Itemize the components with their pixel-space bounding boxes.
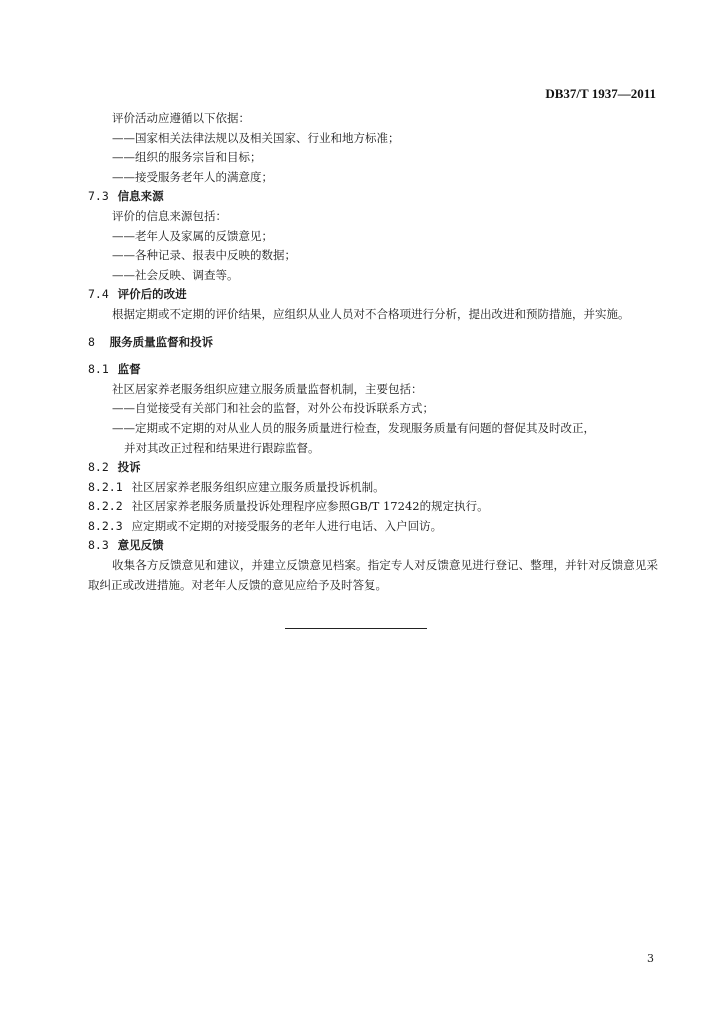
paragraph: 收集各方反馈意见和建议，并建立反馈意见档案。指定专人对反馈意见进行登记、整理，并针对反馈意见采取纠正或改进措施。对老年人反馈的意见应给予及时答复。: [88, 558, 658, 592]
clause-text: 应定期或不定期的对接受服务的老年人进行电话、入户回访。: [131, 518, 443, 533]
section-8-heading: [88, 333, 658, 353]
heading-title: 评价后的改进: [117, 287, 187, 302]
clause-8-2-2: [88, 497, 658, 517]
clause-8-2-3: [88, 517, 658, 537]
end-of-document-rule: [285, 628, 427, 629]
list-item: ——自觉接受有关部门和社会的监督，对外公布投诉联系方式；: [112, 401, 434, 416]
list-item: ——组织的服务宗旨和目标；: [112, 150, 262, 165]
clause-8-2-1: [88, 478, 658, 498]
heading-7-3: [88, 187, 658, 207]
document-code: DB37/T 1937—2011: [545, 86, 656, 101]
list-item-continuation: 并对其改正过程和结果进行跟踪监督。: [124, 440, 320, 455]
heading-number: 7.3: [88, 189, 109, 204]
section-number: 8: [88, 334, 95, 349]
heading-8-3: [88, 536, 658, 556]
page-number: 3: [647, 952, 654, 965]
text-line: 评价活动应遵循以下依据：: [112, 111, 250, 125]
list-item: ——定期或不定期的对从业人员的服务质量进行检查，发现服务质量有问题的督促其及时改正，: [112, 420, 595, 435]
heading-title: 投诉: [117, 460, 141, 475]
heading-number: 7.4: [88, 287, 109, 302]
heading-8-1: [88, 360, 658, 380]
heading-number: 8.3: [88, 538, 109, 553]
heading-number: 8.1: [88, 362, 109, 377]
section-title: 服务质量监督和投诉: [109, 334, 214, 349]
text-line: 评价的信息来源包括：: [112, 208, 227, 223]
clause-number: 8.2.2: [88, 499, 123, 514]
clause-text: 社区居家养老服务组织应建立服务质量投诉机制。: [131, 479, 385, 494]
clause-number: 8.2.1: [88, 479, 123, 494]
clause-number: 8.2.3: [88, 518, 123, 533]
paragraph: 根据定期或不定期的评价结果，应组织从业人员对不合格项进行分析，提出改进和预防措施，并实施。: [112, 306, 630, 321]
text-line: 社区居家养老服务组织应建立服务质量监督机制，主要包括：: [112, 381, 423, 396]
list-item: ——国家相关法律法规以及相关国家、行业和地方标准；: [112, 130, 400, 145]
clause-text: 社区居家养老服务质量投诉处理程序应参照GB/T 17242的规定执行。: [131, 499, 489, 514]
heading-number: 8.2: [88, 460, 109, 475]
heading-title: 监督: [117, 362, 141, 377]
list-item: ——各种记录、报表中反映的数据；: [112, 248, 296, 263]
heading-7-4: [88, 285, 658, 305]
list-item: ——接受服务老年人的满意度；: [112, 169, 273, 184]
heading-title: 意见反馈: [117, 538, 164, 553]
heading-title: 信息来源: [117, 189, 164, 204]
list-item: ——社会反映、调查等。: [112, 267, 239, 282]
list-item: ——老年人及家属的反馈意见；: [112, 228, 273, 243]
document-body: [88, 109, 658, 595]
heading-8-2: [88, 458, 658, 478]
